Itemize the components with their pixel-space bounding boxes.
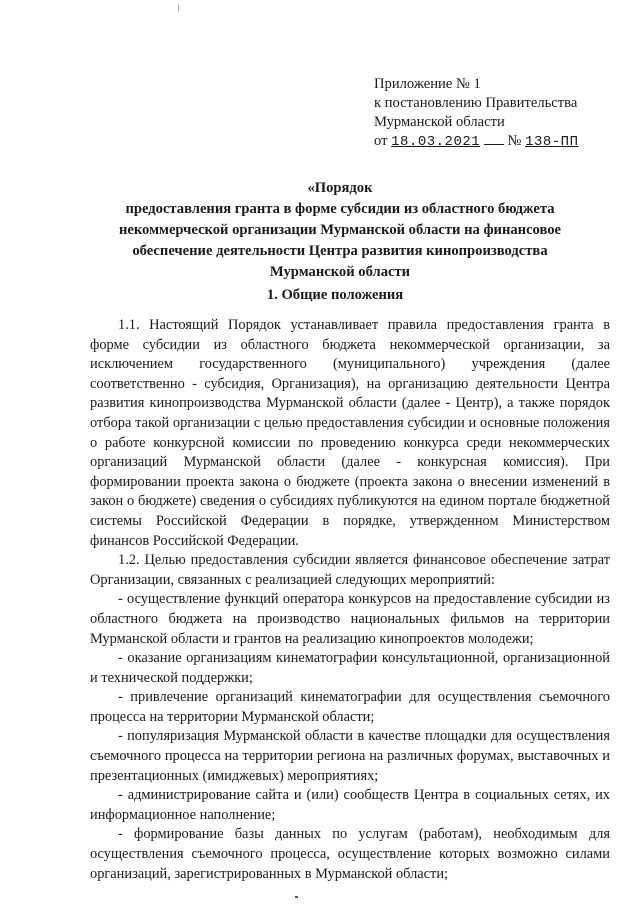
appendix-date-line <box>374 132 614 152</box>
list-item: - администрирование сайта и (или) сообществ Центра в социальных сетях, их информационное наполнение; <box>90 787 610 823</box>
list-item: - формирование базы данных по услугам (работам), необходимым для осуществления съемочного процесса, осуществление которых возможно силами организаций, зарегистрированных в Мурманской области; <box>90 826 610 882</box>
number-prefix: № <box>507 133 522 149</box>
appendix-line-3: Мурманской области <box>374 114 505 130</box>
appendix-block <box>374 75 614 152</box>
title-line-4: обеспечение деятельности Центра развития кинопроизводства <box>132 243 548 259</box>
handwritten-date: 18.03.2021 <box>391 134 481 150</box>
paragraph-1-2: 1.2. Целью предоставления субсидии является финансовое обеспечение затрат Организации, связанных с реализацией следующих мероприятий: <box>90 552 610 588</box>
scan-mark <box>295 896 298 898</box>
title-line-3: некоммерческой организации Мурманской области на финансовое <box>118 222 562 238</box>
scan-mark <box>178 4 179 12</box>
document-body <box>90 316 610 884</box>
list-item: - привлечение организаций кинематографии для осуществления съемочного процесса на территории Мурманской области; <box>90 689 610 725</box>
section-heading: 1. Общие положения <box>266 287 404 303</box>
paragraph-1-1: 1.1. Настоящий Порядок устанавливает правила предоставления гранта в форме субсидии из областного бюджета некоммерческой организации, за исключением государственного (муниципального) учреждения (далее соответственно - субсидия, Организация), на организацию деятельности Центра развития кинопроизводства Мурманской области (далее - Центр), а также порядок отбора такой организации с целью предоставления субсидии и основные положения о работе конкурсной комиссии по проведению конкурса среди некоммерческих организаций Мурманской области (далее - конкурсная комиссия). При формировании проекта закона о бюджете (проекта закона о внесении изменений в закон о бюджете) сведения о субсидиях публикуются на едином портале бюджетной системы Российской Федерации в порядке, утвержденном Министерством финансов Российской Федерации. <box>90 317 610 549</box>
list-item: - оказание организациям кинематографии консультационной, организационной и технической поддержки; <box>90 650 610 686</box>
title-line-1: «Порядок <box>307 180 373 196</box>
list-item: - осуществление функций оператора конкурсов на предоставление субсидии из областного бюджета на производство национальных фильмов на территории Мурманской области и грантов на реализацию кинопроектов молодежи; <box>90 591 610 647</box>
list-item: - популяризация Мурманской области в качестве площадки для осуществления съемочного процесса на территории региона на различных форумах, выставочных и презентационных (имиджевых) мероприятиях; <box>90 728 610 784</box>
date-underline <box>484 133 504 145</box>
title-line-2: предоставления гранта в форме субсидии из областного бюджета <box>125 201 555 217</box>
appendix-line-1: Приложение № 1 <box>374 76 481 92</box>
document-title <box>70 178 610 283</box>
handwritten-number: 138-ПП <box>525 134 579 150</box>
title-line-5: Мурманской области <box>269 264 411 280</box>
date-prefix: от <box>374 133 388 149</box>
appendix-line-2: к постановлению Правительства <box>374 95 578 111</box>
